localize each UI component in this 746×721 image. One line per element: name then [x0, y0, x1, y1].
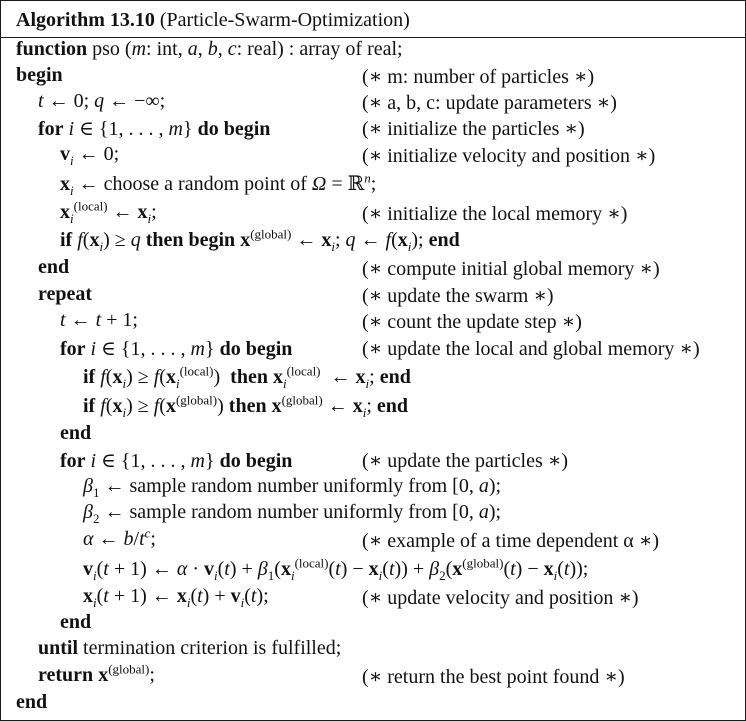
- algorithm-title: [1, 9, 745, 35]
- comment: (∗ update velocity and position ∗): [362, 587, 639, 609]
- code-line: [1, 226, 745, 255]
- code-text: if $f(x_i) \ge f(x^{(global)})$ then $x^{(global)}$ ← $x_i$; end: [83, 392, 409, 420]
- code-text: $\beta_1$ ← sample random number uniformly from [0, a);: [83, 475, 502, 500]
- comment: (∗ example of a time dependent α ∗): [362, 530, 660, 552]
- code-line: [1, 448, 745, 474]
- code-line: [1, 392, 745, 421]
- algorithm-name: (Particle-Swarm-Optimization): [159, 9, 410, 31]
- code-line: [1, 501, 745, 527]
- code-text: return $x^{(global)}$;: [38, 661, 155, 686]
- code-text: α ← $b/t^c$;: [83, 525, 156, 550]
- code-line: [1, 336, 745, 362]
- code-line: [1, 363, 745, 392]
- code-text: repeat: [38, 283, 93, 305]
- code-text: t ← t + 1;: [60, 309, 138, 331]
- code-line: [1, 691, 745, 717]
- code-text: end: [16, 691, 48, 713]
- code-line: [1, 283, 745, 309]
- code-line: [1, 309, 745, 335]
- code-text: $v_i(t + 1)$ ← $\alpha \cdot v_i(t) + \beta_1(x_i^{(local)}(t) - x_i(t)) + \beta_2(x^{(global)}(t) - x_i(t))$;: [83, 555, 589, 583]
- comment: (∗ update the swarm ∗): [362, 285, 554, 307]
- code-text: $\beta_2$ ← sample random number uniformly from [0, a);: [83, 501, 502, 526]
- code-text: $x_i$ ← choose a random point of Ω = ℝ$^n$;: [60, 170, 377, 198]
- code-line: [1, 198, 745, 227]
- comment: (∗ return the best point found ∗): [362, 666, 625, 688]
- code-text: if $f(x_i) \ge f(x_i^{(local)})$ then $x_i^{(local)}$ ← $x_i$; end: [83, 363, 411, 391]
- comment: (∗ compute initial global memory ∗): [362, 258, 660, 280]
- comment: (∗ update the local and global memory ∗): [362, 338, 700, 360]
- code-line: [1, 64, 745, 90]
- code-text: function pso (m: int, a, b, c: real) : array of real;: [16, 38, 403, 60]
- code-text: $v_i$ ← 0;: [60, 143, 120, 168]
- code-line: [1, 90, 745, 116]
- comment: (∗ m: number of particles ∗): [362, 66, 595, 88]
- code-line: [1, 475, 745, 501]
- comment: (∗ update the particles ∗): [362, 450, 568, 472]
- code-text: end: [38, 256, 70, 278]
- code-line: [1, 661, 745, 690]
- code-line: [1, 171, 745, 197]
- code-line: [1, 422, 745, 448]
- comment: (∗ initialize the local memory ∗): [362, 203, 628, 225]
- code-line: [1, 38, 745, 64]
- code-text: for i ∈ {1, . . . , m} do begin: [38, 118, 271, 140]
- code-text: $x_i^{(local)}$ ← $x_i$;: [60, 198, 157, 226]
- comment: (∗ initialize the particles ∗): [362, 118, 585, 140]
- code-line: [1, 525, 745, 554]
- code-line: [1, 585, 745, 611]
- comment: (∗ initialize velocity and position ∗): [362, 145, 656, 167]
- comment: (∗ a, b, c: update parameters ∗): [362, 92, 617, 114]
- code-text: for i ∈ {1, . . . , m} do begin: [60, 450, 293, 472]
- code-line: [1, 116, 745, 142]
- code-line: [1, 256, 745, 282]
- code-line: [1, 637, 745, 663]
- comment: (∗ count the update step ∗): [362, 311, 582, 333]
- code-text: until termination criterion is fulfilled;: [38, 637, 342, 659]
- code-text: end: [60, 422, 92, 444]
- code-line: [1, 611, 745, 637]
- code-text: if $f(x_i) \ge q$ then begin $x^{(global)}$ ← $x_i$; q ← $f(x_i)$; end: [60, 226, 460, 254]
- code-line: [1, 143, 745, 169]
- code-text: t ← 0; q ← −∞;: [38, 90, 166, 112]
- code-text: end: [60, 611, 92, 633]
- algorithm-label: Algorithm 13.10: [16, 9, 155, 31]
- code-text: begin: [16, 64, 63, 86]
- code-text: $x_i(t + 1)$ ← $x_i(t) + v_i(t)$;: [83, 585, 269, 610]
- code-text: for i ∈ {1, . . . , m} do begin: [60, 338, 293, 360]
- code-line: [1, 555, 745, 584]
